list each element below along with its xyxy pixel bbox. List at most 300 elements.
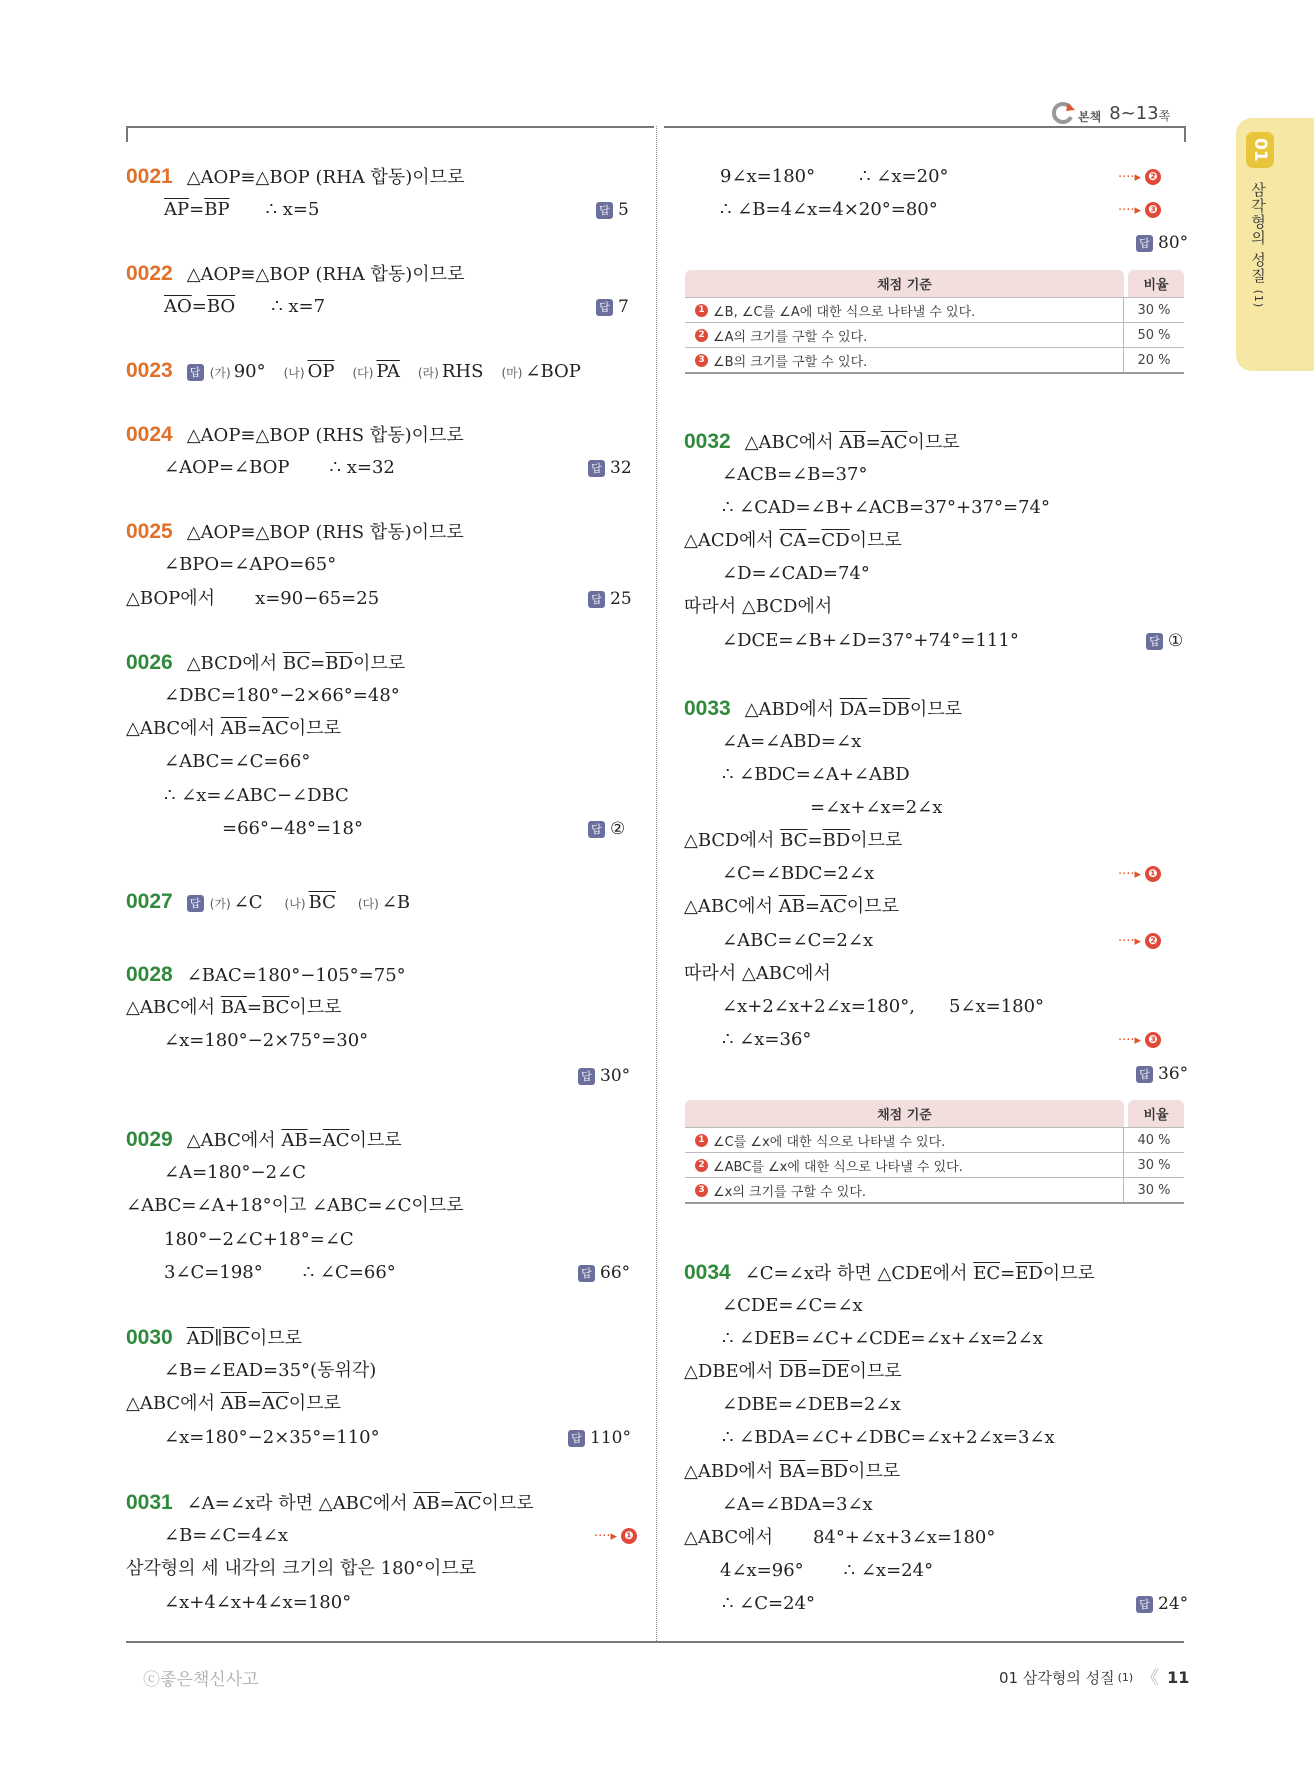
problem-number: 0034 (684, 1261, 731, 1284)
text: ∠ABC=∠A+18°이고 ∠ABC=∠C이므로 (126, 1195, 464, 1216)
problem-number: 0027 (126, 890, 173, 913)
text: △ABD에서 (684, 1461, 779, 1482)
chapter-title (1248, 182, 1269, 308)
problem-0023-line1 (126, 359, 581, 385)
answer-0030 (568, 1428, 631, 1448)
problem-number: 0024 (126, 423, 173, 446)
problem-0034-line3 (722, 1327, 1043, 1351)
segment: $\overline{BD}$ (820, 1461, 848, 1482)
answer-0028 (578, 1066, 630, 1086)
segment: $\overline{DB}$ (882, 699, 910, 720)
problem-0032-line3 (722, 496, 1050, 520)
answer-badge-icon: 답 (187, 895, 204, 912)
table-row (685, 1152, 1184, 1177)
equals: = (865, 432, 881, 453)
step-number: ❷ (1145, 169, 1161, 185)
answer-value: 30° (600, 1066, 631, 1086)
problem-0033-line5 (684, 829, 902, 853)
problem-0033-line3 (722, 763, 910, 787)
step-marker-3 (1118, 1032, 1161, 1048)
value: ∠C (233, 892, 263, 913)
problem-0031-cont-line1 (720, 165, 949, 189)
criteria-cell (685, 348, 1124, 372)
problem-0028-line2 (126, 996, 342, 1020)
left-corner (126, 126, 128, 142)
segment: $\overline{BD}$ (325, 653, 353, 674)
tag: (다) (357, 897, 379, 911)
segment: $\overline{AB}$ (220, 718, 247, 739)
segment: $\overline{DA}$ (839, 699, 868, 720)
grading-table-0033 (685, 1100, 1184, 1204)
chapter-side-tab (1236, 118, 1314, 371)
text: 따라서 △BCD에서 (684, 596, 833, 617)
tag: (라) (417, 366, 439, 380)
answer-value: ① (1168, 631, 1184, 651)
equals: = (246, 1393, 263, 1414)
text: 9∠x=180° (720, 166, 816, 187)
value: $\overline{BC}$ (308, 892, 336, 913)
text: ∴ x=5 (265, 199, 320, 220)
answer-0026 (588, 819, 625, 839)
page-range: 8~13 (1109, 102, 1159, 124)
segment: $\overline{AC}$ (880, 432, 908, 453)
answer-0033 (1136, 1064, 1188, 1084)
text: 이므로 (1042, 1263, 1095, 1284)
text: △ABC에서 (684, 896, 779, 917)
text: 이므로 (288, 1393, 341, 1414)
problem-0024-line1 (126, 423, 464, 448)
problem-0025-line3 (126, 587, 379, 611)
segment: $\overline{BC}$ (282, 653, 311, 674)
problem-0027-line1 (126, 890, 410, 916)
text: ∴ ∠BDA=∠C+∠DBC=∠x+2∠x=3∠x (722, 1427, 1055, 1448)
value: $\overline{PA}$ (376, 361, 400, 382)
problem-number: 0022 (126, 262, 173, 285)
criteria-cell (685, 1178, 1124, 1202)
step-number: ❸ (1145, 1032, 1161, 1048)
text: ∠A=∠x라 하면 △ABC에서 (186, 1493, 414, 1514)
problem-0033-line10 (722, 995, 1044, 1019)
header-criteria: 채점 기준 (685, 270, 1124, 297)
answer-0034 (1136, 1594, 1188, 1614)
equals: = (191, 296, 207, 317)
segment: $\overline{CA}$ (779, 530, 807, 551)
equals: = (310, 653, 326, 674)
text: △AOP≡△BOP (RHS 합동)이므로 (186, 522, 464, 543)
text: 이므로 (349, 1130, 402, 1151)
problem-0029-line3 (126, 1194, 464, 1218)
segment: $\overline{BO}$ (206, 296, 236, 317)
problem-0026-line6 (222, 817, 363, 841)
segment: $\overline{BC}$ (262, 997, 290, 1018)
text: ∠CDE=∠C=∠x (722, 1295, 863, 1316)
text: △ABC에서 (126, 1393, 221, 1414)
problem-0028-line1 (126, 963, 406, 988)
problem-0034-line8 (722, 1493, 873, 1517)
chapter-number: 01 (1246, 132, 1274, 168)
text: 이므로 (249, 1328, 302, 1349)
problem-0033-line6 (722, 862, 874, 886)
answer-0032 (1146, 631, 1183, 651)
text: ∴ ∠x=24° (843, 1560, 934, 1581)
answer-value: 25 (610, 589, 632, 609)
ratio-cell: 30 % (1137, 1157, 1171, 1173)
text: =∠x+∠x=2∠x (810, 797, 943, 818)
right-corner (1184, 126, 1186, 142)
text: ∠x+2∠x+2∠x=180°, (722, 996, 915, 1017)
text: 삼각형의 세 내각의 크기의 합은 180°이므로 (126, 1558, 477, 1579)
text: ∠x=180°−2×75°=30° (164, 1030, 369, 1051)
problem-0033-line8 (722, 929, 873, 953)
page-suffix: 쪽 (1158, 109, 1171, 123)
segment: $\overline{AC}$ (454, 1493, 482, 1514)
answer-badge-icon: 답 (1136, 1596, 1153, 1613)
text: △ABC에서 (126, 997, 221, 1018)
problem-number: 0028 (126, 963, 173, 986)
marker-arrow-icon: ····▸ (594, 1528, 618, 1544)
segment: $\overline{AC}$ (820, 896, 847, 917)
text: ∠DBC=180°−2×66°=48° (164, 685, 400, 706)
text: △ACD에서 (684, 530, 780, 551)
text: 이므로 (481, 1493, 534, 1514)
step-number: ❶ (1145, 866, 1161, 882)
problem-0031-line3 (126, 1557, 476, 1581)
text: △BOP에서 (126, 588, 216, 609)
answer-value: 5 (618, 200, 629, 220)
answer-0029 (578, 1263, 630, 1283)
text: ∴ ∠x=20° (859, 166, 949, 187)
text: ∠BPO=∠APO=65° (164, 554, 337, 575)
text: ∴ ∠x=36° (722, 1029, 812, 1050)
answer-value: 110° (590, 1428, 631, 1448)
segment: $\overline{BA}$ (779, 1461, 806, 1482)
problem-0034-line11 (722, 1592, 815, 1616)
text: ∴ ∠DEB=∠C+∠CDE=∠x+∠x=2∠x (722, 1328, 1043, 1349)
equals: = (805, 1461, 821, 1482)
segment: $\overline{AB}$ (839, 432, 866, 453)
text: 이므로 (849, 530, 902, 551)
text: △BCD에서 (186, 653, 283, 674)
step-number: 3 (695, 354, 708, 367)
marker-arrow-icon: ····▸ (1118, 202, 1142, 218)
answer-badge-icon: 답 (1136, 235, 1153, 252)
criteria-cell (685, 1153, 1124, 1177)
equals: = (807, 830, 823, 851)
header-criteria: 채점 기준 (685, 1100, 1124, 1127)
text: ∠D=∠CAD=74° (722, 563, 870, 584)
step-number: ❶ (621, 1528, 637, 1544)
problem-0031-line2 (164, 1524, 288, 1548)
chevron-left-icon: 《 (1141, 1668, 1160, 1689)
answer-0031 (1136, 233, 1188, 253)
answer-badge-icon: 답 (1146, 633, 1163, 650)
answer-value: 66° (600, 1263, 631, 1283)
ratio-cell: 30 % (1137, 302, 1171, 318)
problem-number: 0021 (126, 165, 173, 188)
criteria-text: ∠A의 크기를 구할 수 있다. (713, 329, 868, 345)
problem-0021-line1 (126, 165, 464, 190)
problem-0033-line1 (684, 697, 962, 722)
text: 이므로 (352, 653, 406, 674)
text: △ABC에서 (744, 432, 840, 453)
text: ∠C=∠BDC=2∠x (722, 863, 875, 884)
text: ∠DBE=∠DEB=2∠x (722, 1394, 901, 1415)
problem-0030-line1 (126, 1326, 302, 1351)
problem-number: 0025 (126, 520, 173, 543)
equals: = (867, 699, 883, 720)
page-footer (999, 1664, 1189, 1690)
problem-0029-line2 (164, 1161, 306, 1185)
marker-arrow-icon: ····▸ (1118, 169, 1142, 185)
text: △ABC에서 (186, 1130, 282, 1151)
answer-0024 (588, 458, 632, 478)
answer-badge-icon: 답 (568, 1430, 585, 1447)
text: ∴ ∠C=66° (302, 1262, 396, 1283)
text: ∠DCE=∠B+∠D=37°+74°=111° (722, 630, 1019, 651)
text: △AOP≡△BOP (RHS 합동)이므로 (186, 425, 464, 446)
tag: (마) (501, 366, 523, 380)
table-header (685, 270, 1184, 297)
text: ∴ ∠BDC=∠A+∠ABD (722, 764, 910, 785)
problem-0032-line4 (684, 529, 902, 553)
step-marker-2 (1118, 169, 1161, 185)
answer-badge-icon: 답 (588, 591, 605, 608)
problem-0032-line2 (722, 463, 867, 487)
text: △AOP≡△BOP (RHA 합동)이므로 (186, 167, 465, 188)
text: 이므로 (850, 830, 903, 851)
step-marker-1 (594, 1528, 637, 1544)
ratio-cell: 20 % (1137, 352, 1171, 368)
problem-0030-line3 (126, 1392, 341, 1416)
equals: = (307, 1130, 323, 1151)
segment: $\overline{CD}$ (821, 530, 850, 551)
problem-0031-line4 (164, 1591, 351, 1615)
problem-number: 0033 (684, 697, 731, 720)
value: 90° (233, 361, 266, 382)
problem-0026-line5 (164, 784, 349, 808)
problem-0026-line3 (126, 717, 341, 741)
problem-number: 0026 (126, 651, 173, 674)
problem-number: 0030 (126, 1326, 173, 1349)
problem-0034-line2 (722, 1294, 863, 1318)
header-ratio: 비율 (1128, 1100, 1184, 1127)
value: RHS (441, 361, 484, 382)
segment: $\overline{BA}$ (220, 997, 247, 1018)
segment: $\overline{AC}$ (262, 718, 289, 739)
problem-number: 0031 (126, 1491, 173, 1514)
answer-value: 32 (610, 458, 632, 478)
text: 이므로 (849, 1361, 902, 1382)
problem-0034-line1 (684, 1261, 1095, 1286)
equals: = (246, 718, 263, 739)
text: ∴ ∠C=24° (722, 1593, 816, 1614)
answer-value: 7 (618, 297, 629, 317)
problem-0026-line2 (164, 684, 400, 708)
segment: $\overline{AB}$ (220, 1393, 247, 1414)
text: 180°−2∠C+18°=∠C (164, 1229, 354, 1250)
problem-0030-line2 (164, 1359, 376, 1383)
table-row (685, 1177, 1184, 1202)
problem-0033-line7 (684, 895, 899, 919)
answer-value: 36° (1158, 1064, 1189, 1084)
segment: $\overline{BP}$ (204, 199, 230, 220)
problem-0026-line4 (164, 750, 310, 774)
tag: (나) (284, 897, 306, 911)
answer-value: 24° (1158, 1594, 1189, 1614)
bottom-rule (126, 1641, 1184, 1643)
text: ∠A=180°−2∠C (164, 1162, 306, 1183)
text: ∠x=180°−2×35°=110° (164, 1427, 380, 1448)
tag: (나) (283, 366, 305, 380)
segment: $\overline{AD}$ (186, 1328, 215, 1349)
problem-0029-line5 (164, 1261, 396, 1285)
segment: $\overline{BD}$ (822, 830, 851, 851)
problem-number: 0029 (126, 1128, 173, 1151)
criteria-cell (685, 323, 1124, 347)
ratio-cell: 50 % (1137, 327, 1171, 343)
step-number: ❸ (1145, 202, 1161, 218)
segment: $\overline{AB}$ (281, 1130, 308, 1151)
text: 따라서 △ABC에서 (684, 963, 831, 984)
segment: $\overline{ED}$ (1015, 1263, 1043, 1284)
problem-0022-line1 (126, 262, 464, 287)
text: 이므로 (289, 997, 342, 1018)
equals: = (804, 896, 821, 917)
criteria-text: ∠ABC를 ∠x에 대한 식으로 나타낼 수 있다. (713, 1159, 963, 1175)
table-row (685, 347, 1184, 372)
book-label: 본책 (1078, 109, 1102, 124)
equals: = (806, 1361, 822, 1382)
problem-0033-line11 (722, 1028, 811, 1052)
step-number: 1 (695, 1134, 708, 1147)
answer-value: 80° (1158, 233, 1189, 253)
text: ∠x+4∠x+4∠x=180° (164, 1592, 352, 1613)
text: 3∠C=198° (164, 1262, 263, 1283)
parallel: ∥ (214, 1328, 223, 1349)
segment: $\overline{AP}$ (164, 199, 190, 220)
ratio-cell: 40 % (1137, 1132, 1171, 1148)
problem-0029-line4 (164, 1228, 354, 1252)
text: x=90−65=25 (255, 588, 380, 609)
header-ratio: 비율 (1128, 270, 1184, 297)
text: ∠B=∠EAD=35°(동위각) (164, 1360, 377, 1381)
text: ∴ x=7 (271, 296, 326, 317)
table-row (685, 1127, 1184, 1152)
copyright: ⓒ좋은책신사고 (143, 1670, 259, 1690)
answer-0022 (596, 297, 629, 317)
answer-value: ② (610, 819, 626, 839)
answer-badge-icon: 답 (596, 202, 613, 219)
text: 이므로 (288, 718, 341, 739)
problem-number: 0032 (684, 430, 731, 453)
problem-0024-line2 (164, 456, 395, 480)
tag: (가) (209, 897, 231, 911)
segment: $\overline{DE}$ (821, 1361, 850, 1382)
chapter-title-text: 삼각형의 성질 (1249, 182, 1267, 284)
segment: $\overline{AO}$ (164, 296, 192, 317)
text: ∠C=∠x라 하면 △CDE에서 (744, 1263, 974, 1284)
segment: $\overline{EC}$ (973, 1263, 1001, 1284)
text: △BCD에서 (684, 830, 781, 851)
step-number: 2 (695, 329, 708, 342)
text: ∠AOP=∠BOP (164, 457, 290, 478)
footer-chapter-sub: (1) (1117, 1670, 1134, 1684)
refresh-arrow-icon (1050, 100, 1076, 126)
segment: $\overline{BC}$ (780, 830, 808, 851)
step-number: 3 (695, 1184, 708, 1197)
text: ∴ x=32 (329, 457, 395, 478)
answer-badge-icon: 답 (596, 299, 613, 316)
step-marker-3 (1118, 202, 1161, 218)
criteria-cell (685, 1128, 1124, 1152)
step-marker-2 (1118, 933, 1161, 949)
text: △ABC에서 (684, 1527, 773, 1548)
value: $\overline{OP}$ (307, 361, 335, 382)
step-marker-1 (1118, 866, 1161, 882)
text: 84°+∠x+3∠x=180° (812, 1527, 996, 1548)
problem-0033-line9 (684, 962, 831, 986)
top-right-rule (664, 126, 1184, 128)
problem-0034-line5 (722, 1393, 901, 1417)
problem-0021-line2 (164, 198, 319, 222)
problem-0034-line10 (720, 1559, 933, 1583)
problem-0033-line2 (722, 730, 861, 754)
segment: $\overline{AB}$ (778, 896, 805, 917)
tag: (다) (352, 366, 374, 380)
text: ∠A=∠BDA=3∠x (722, 1494, 873, 1515)
marker-arrow-icon: ····▸ (1118, 866, 1142, 882)
textbook-page-reference (1050, 98, 1170, 128)
problem-0031-cont-line2 (720, 198, 938, 222)
value: ∠BOP (525, 361, 581, 382)
text: 이므로 (848, 1461, 901, 1482)
problem-0028-line3 (164, 1029, 368, 1053)
problem-0030-line4 (164, 1426, 380, 1450)
problem-0032-line6 (684, 595, 832, 619)
answer-badge-icon: 답 (578, 1068, 595, 1085)
equals: = (189, 199, 205, 220)
step-number: 2 (695, 1159, 708, 1172)
text: 이므로 (909, 699, 963, 720)
text: 이므로 (846, 896, 899, 917)
answer-badge-icon: 답 (588, 460, 605, 477)
text: △ABC에서 (126, 718, 221, 739)
text: =66°−48°=18° (222, 818, 363, 839)
text: ∴ ∠CAD=∠B+∠ACB=37°+37°=74° (722, 497, 1050, 518)
equals: = (806, 530, 822, 551)
value: ∠B (381, 892, 411, 913)
table-header (685, 1100, 1184, 1127)
answer-badge-icon: 답 (187, 364, 204, 381)
answer-badge-icon: 답 (588, 821, 605, 838)
text: 5∠x=180° (948, 996, 1045, 1017)
text: ∠ABC=∠C=2∠x (722, 930, 874, 951)
step-number: ❷ (1145, 933, 1161, 949)
equals: = (1000, 1263, 1016, 1284)
problem-0033-line4 (810, 796, 942, 820)
problem-0032-line1 (684, 430, 960, 455)
segment: $\overline{AC}$ (322, 1130, 350, 1151)
text: ∴ ∠x=∠ABC−∠DBC (164, 785, 349, 806)
text: ∠A=∠ABD=∠x (722, 731, 862, 752)
tag: (가) (209, 366, 231, 380)
problem-number: 0023 (126, 359, 173, 382)
top-left-rule (126, 126, 654, 128)
text: 4∠x=96° (720, 1560, 804, 1581)
problem-0025-line2 (164, 553, 336, 577)
criteria-cell (685, 298, 1124, 322)
marker-arrow-icon: ····▸ (1118, 1032, 1142, 1048)
